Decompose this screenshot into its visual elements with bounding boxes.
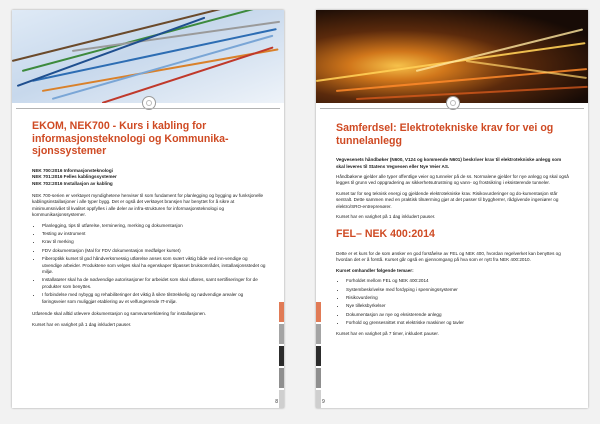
divider [16, 108, 280, 109]
side-tab [279, 346, 284, 366]
standards-list [32, 168, 266, 187]
list-item: • FDV dokumentasjon (Mal for FDV dokumentasjon medfølger kurset) [42, 248, 266, 254]
bullet-list [32, 223, 266, 305]
list-item: • Testing av instrument [42, 231, 266, 237]
list-item: • Systembeskrivelse med fordyping i spenningssystemer [346, 287, 570, 293]
list-item: • Risikovurdering [346, 295, 570, 301]
duration-text: Kurset har en varighet på 7 timer, inkludert pauser. [336, 330, 439, 336]
list-item: • Planlegging, tips til utførelse, terminering, merking og dokumentasjon [42, 223, 266, 229]
side-tab [279, 324, 284, 344]
list-item: • Installatører skal ha de nødvendige autorisasjoner for arbeidet som skal utføres, samt sertifiseringer for de produkter som benyttes. [42, 277, 266, 290]
page-number: 9 [322, 399, 325, 405]
standard-item: NEK 701:2016 Felles kablingssystemer [32, 174, 117, 180]
left-content [32, 120, 266, 332]
body-paragraph: Dette er et kurs for de som ønsker en god forståelse av FEL og NEK 400, hvordan regelverket kan benyttes og hvordan det er å forstå. Kurset går også en gjennomgang på hva som er nytt fra NEK 400:2010. [336, 251, 561, 263]
list-item: • Forhold og grensesnittet mot elektriske maskiner og tavler [346, 320, 570, 326]
body-paragraph: Håndbøkene gjelder alle typer offentlige veier og tunneler på de ss. Normalene gjelder for nye anlegg og skal også legges til grunn ved oppgradering av sikkerhetsutrustning og vann- og frostsikring i eksisterende tunneler. [336, 174, 569, 186]
list-item: • Nye tilleksbyrkelser [346, 303, 570, 309]
intro-paragraph: NEK 700-serien er verktøyet myndighetene henviser til som fundament for planlegging og bygging av funksjonelle kablingsinstallasjoner i alle typer bygg. Det er også det verktøyet bransjen har benyttet for å sikre at minimumsnivået til kvalitet oppfylles i alle deler av infra-strukturen for informasjonsteknologi og kommunikasjonssystemer. [32, 193, 264, 218]
body-paragraph: Kurset tar for seg teknisk energi og gjeldende elektrotekniske krav. Risikovurderinger og do-kumentasjon står sentralt. Dette sammen med en praktisk tilnærming gjør at det passer til byggherrer, rådgivende ingeniører og elektro/SRO-entreprenører. [336, 190, 559, 209]
standard-item: NEK 700:2016 Informasjonsteknologi [32, 167, 113, 173]
page-title: EKOM, NEK700 - Kurs i kabling for informasjonsteknologi og Kommunika-sjonssystemer [32, 120, 229, 158]
side-tab [279, 390, 284, 408]
page-title: Samferdsel: Elektrotekniske krav for vei og tunnelanlegg [336, 122, 554, 147]
tunnel-road-photo [316, 10, 588, 103]
left-page [12, 10, 284, 408]
side-tab [316, 390, 321, 408]
side-tab [316, 302, 321, 322]
right-page [316, 10, 588, 408]
side-tab [316, 324, 321, 344]
duration-text: Kurset har en varighet på 1 dag inkludert pauser. [336, 214, 436, 220]
side-tabs [279, 302, 284, 408]
standard-item: NEK 702:2016 Installasjon av kabling [32, 180, 113, 186]
closing-paragraph: Utførende skal alltid utlevere dokumentasjon og samsvarserklæring for installasjonen. [32, 311, 207, 317]
side-tab [279, 302, 284, 322]
lead-paragraph: Vegvesenets håndbøker (N600, V124 og kommende N601) beskriver krav til elektrotekniske anlegg som skal leveres til Statens Vegvesen eller Nye Veier AS. [336, 157, 562, 169]
side-tab [279, 368, 284, 388]
topics-heading: Kurset omhandler følgende temaer: [336, 267, 414, 273]
duration-text: Kurset har en varighet på 1 dag inkludert pauser. [32, 321, 132, 327]
list-item: • Dokumentasjon av nye og eksisterende anlegg [346, 312, 570, 318]
list-item: • Fiberoptikk kurset til god håndverksmessig utførelse anses som svært viktig både ved inn-vendige og utvendige arbeider. Produktene som velges skal ha egenskaper tilpasset bruksområdet, installasjonsstedet og miljø. [42, 256, 266, 275]
topics-list [336, 278, 570, 326]
side-tab [316, 346, 321, 366]
side-tab [316, 368, 321, 388]
list-item: • I forbindelse med nybygg og rehabiliteringer det viktig å sikre tilstrekkelig og nødvendige arealer og føringsveier som muliggjør etablering av et velfungerende IT-miljø. [42, 292, 266, 305]
network-cables-photo [12, 10, 284, 103]
divider [320, 108, 584, 109]
list-item: • Forholdet mellom FEL og NEK 400:2014 [346, 278, 570, 284]
page-number: 8 [275, 399, 278, 405]
list-item: • Krav til merking [42, 239, 266, 245]
side-tabs [316, 302, 321, 408]
right-content [336, 122, 570, 341]
section-title: FEL– NEK 400:2014 [336, 228, 435, 241]
